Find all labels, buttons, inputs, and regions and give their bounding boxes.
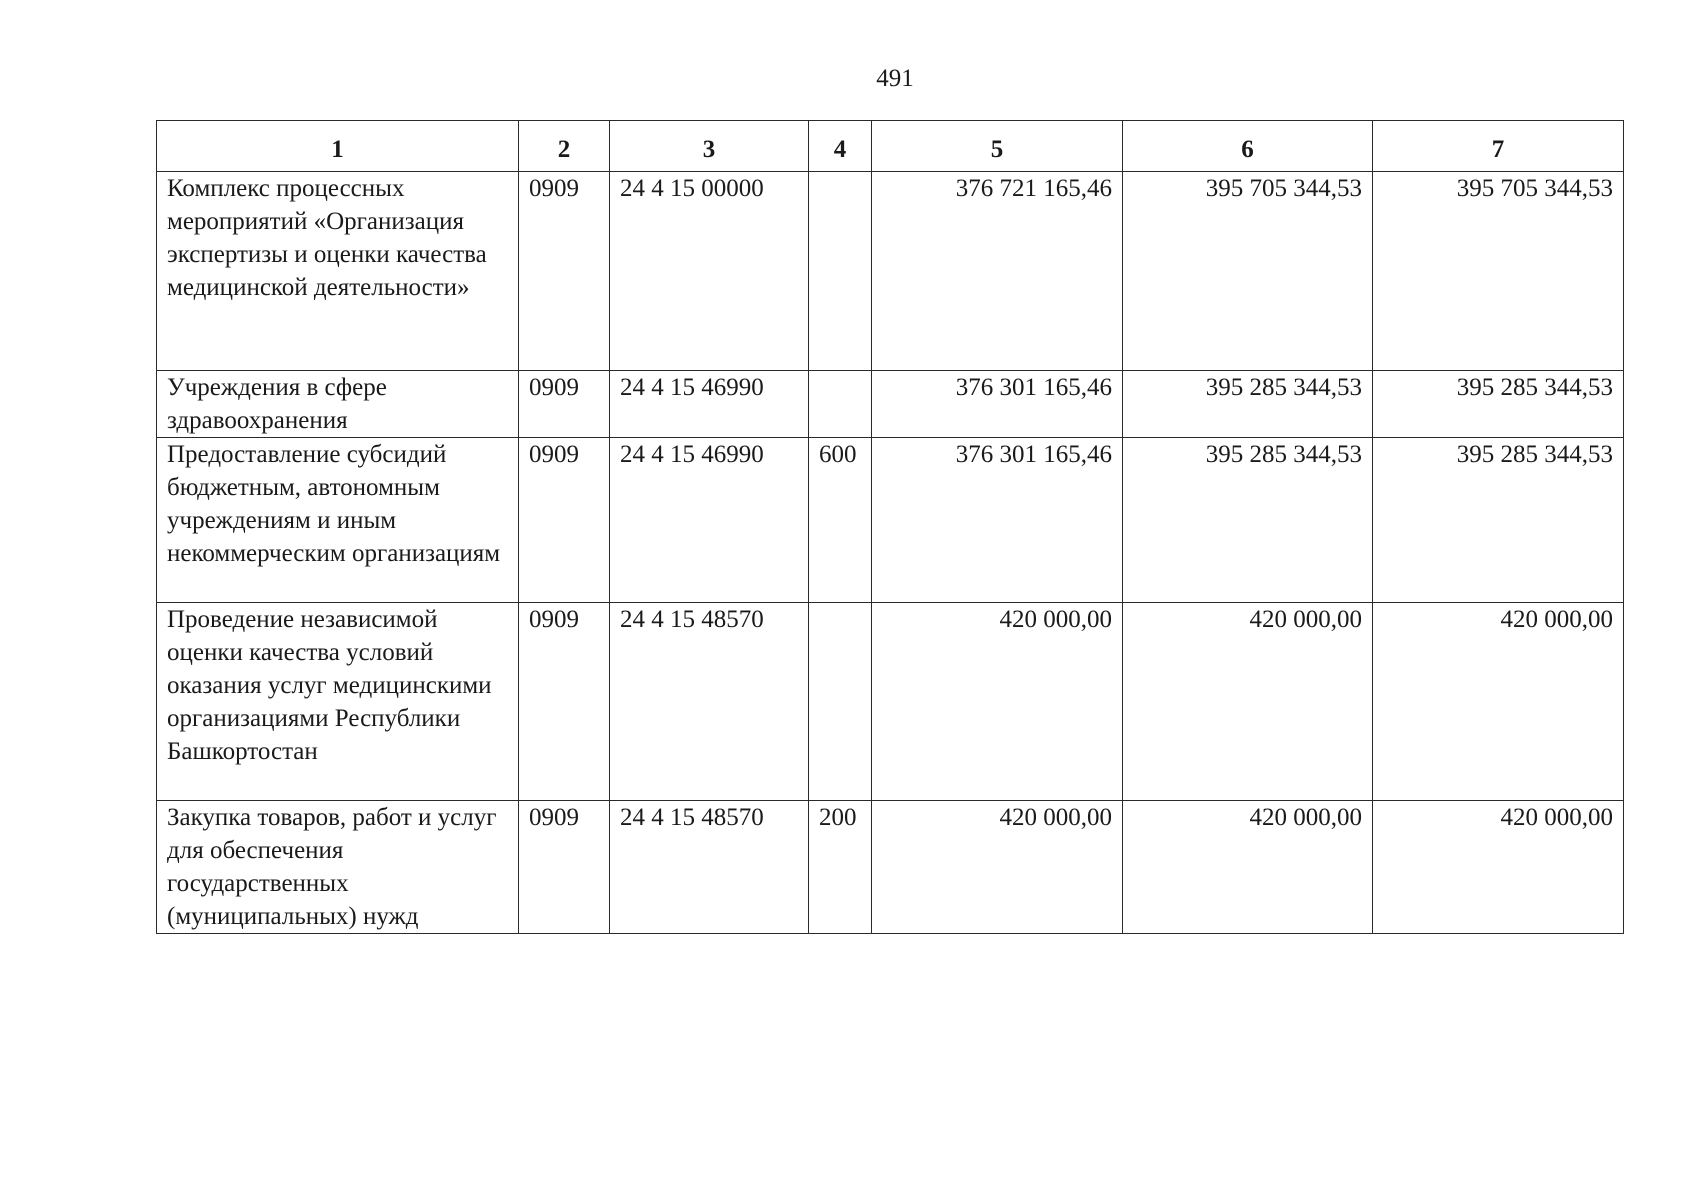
table-row <box>157 371 1624 438</box>
table-row <box>157 438 1624 603</box>
row-name: Комплекс процессных мероприятий «Организация экспертизы и оценки качества медицинской деятельности» <box>157 172 519 371</box>
row-amount-1: 420 000,00 <box>872 603 1123 801</box>
header-col-6: 6 <box>1123 121 1373 172</box>
row-amount-3: 395 285 344,53 <box>1373 438 1624 603</box>
row-target: 24 4 15 48570 <box>610 801 809 934</box>
row-target: 24 4 15 48570 <box>610 603 809 801</box>
table-row <box>157 603 1624 801</box>
row-expense-type: 200 <box>809 801 872 934</box>
table-row <box>157 172 1624 371</box>
row-section: 0909 <box>519 603 610 801</box>
row-target: 24 4 15 46990 <box>610 438 809 603</box>
row-name: Предоставление субсидий бюджетным, автономным учреждениям и иным некоммерческим организациям <box>157 438 519 603</box>
budget-table <box>156 120 1624 934</box>
table-body <box>157 172 1624 934</box>
row-amount-2: 395 285 344,53 <box>1123 438 1373 603</box>
header-col-7: 7 <box>1373 121 1624 172</box>
row-amount-2: 420 000,00 <box>1123 603 1373 801</box>
row-amount-1: 376 721 165,46 <box>872 172 1123 371</box>
row-amount-3: 420 000,00 <box>1373 801 1624 934</box>
row-expense-type <box>809 603 872 801</box>
row-expense-type <box>809 172 872 371</box>
row-name: Закупка товаров, работ и услуг для обеспечения государственных (муниципальных) нужд <box>157 801 519 934</box>
row-amount-1: 376 301 165,46 <box>872 438 1123 603</box>
row-amount-2: 395 285 344,53 <box>1123 371 1373 438</box>
row-expense-type <box>809 371 872 438</box>
row-section: 0909 <box>519 801 610 934</box>
header-col-2: 2 <box>519 121 610 172</box>
row-target: 24 4 15 46990 <box>610 371 809 438</box>
row-amount-3: 420 000,00 <box>1373 603 1624 801</box>
header-col-3: 3 <box>610 121 809 172</box>
table-row <box>157 801 1624 934</box>
row-amount-1: 420 000,00 <box>872 801 1123 934</box>
row-expense-type: 600 <box>809 438 872 603</box>
header-col-4: 4 <box>809 121 872 172</box>
row-section: 0909 <box>519 438 610 603</box>
row-name: Проведение независимой оценки качества условий оказания услуг медицинскими организациями Республики Башкортостан <box>157 603 519 801</box>
row-amount-3: 395 285 344,53 <box>1373 371 1624 438</box>
row-amount-3: 395 705 344,53 <box>1373 172 1624 371</box>
header-col-1: 1 <box>157 121 519 172</box>
row-section: 0909 <box>519 371 610 438</box>
header-col-5: 5 <box>872 121 1123 172</box>
row-amount-2: 420 000,00 <box>1123 801 1373 934</box>
row-target: 24 4 15 00000 <box>610 172 809 371</box>
row-amount-2: 395 705 344,53 <box>1123 172 1373 371</box>
table-header <box>157 121 1624 172</box>
row-amount-1: 376 301 165,46 <box>872 371 1123 438</box>
row-name: Учреждения в сфере здравоохранения <box>157 371 519 438</box>
header-row <box>157 121 1624 172</box>
page-number: 491 <box>876 65 914 92</box>
row-section: 0909 <box>519 172 610 371</box>
